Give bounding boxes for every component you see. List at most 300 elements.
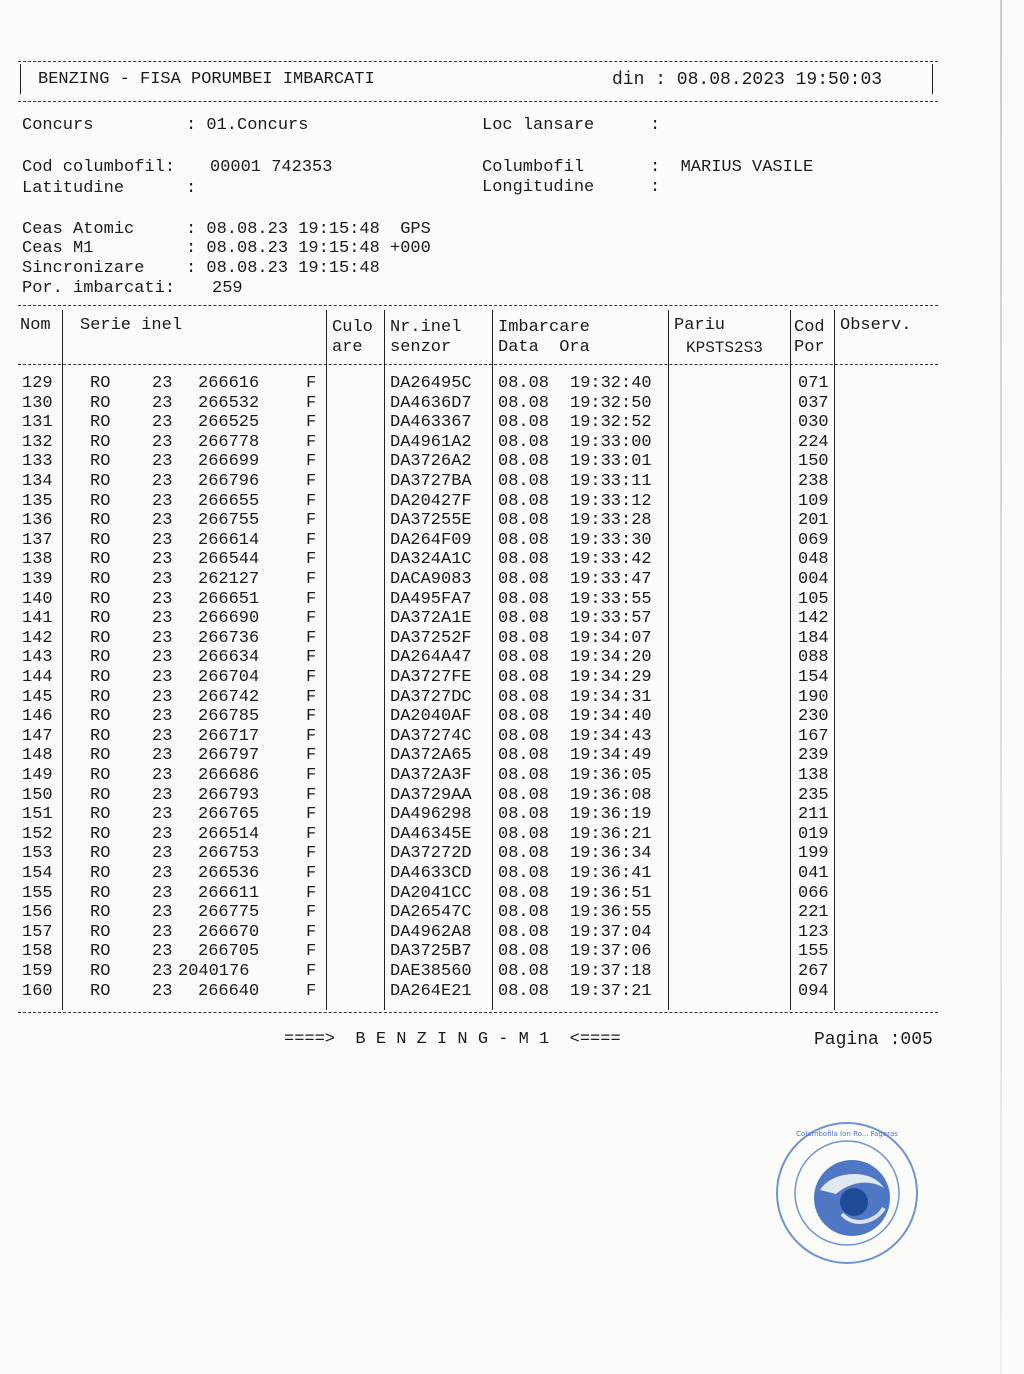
cell-an: 23 — [152, 903, 173, 923]
cell-nom: 141 — [22, 609, 53, 629]
col-header-imbarcare-2: Data Ora — [498, 338, 590, 357]
cell-senzor: DA2041CC — [390, 883, 472, 903]
cell-tara: RO — [90, 393, 111, 413]
cell-sex: F — [306, 628, 317, 648]
cell-ora: 19:32:40 — [570, 374, 652, 393]
cell-senzor: DA372A1E — [390, 609, 472, 629]
cell-senzor: DA3726A2 — [390, 452, 472, 472]
cell-senzor: DA372A65 — [390, 746, 472, 766]
col-header-culoare-2: are — [332, 338, 363, 357]
table-row — [0, 727, 1024, 747]
cell-ora: 19:36:19 — [570, 805, 652, 825]
cell-nom: 142 — [22, 628, 53, 648]
cell-an: 23 — [152, 687, 173, 707]
sincronizare-value: : 08.08.23 19:15:48 — [186, 259, 380, 278]
cell-sex: F — [306, 687, 317, 707]
cell-data: 08.08 — [498, 962, 550, 981]
cell-an: 23 — [152, 844, 173, 864]
cell-data: 08.08 — [498, 942, 550, 962]
cell-cod: 239 — [798, 746, 829, 766]
cell-data: 08.08 — [498, 864, 550, 883]
cell-cod: 069 — [798, 530, 829, 550]
col-header-cod-2: Por — [794, 338, 825, 357]
cell-data: 08.08 — [498, 903, 550, 923]
cell-ora: 19:37:04 — [570, 922, 652, 942]
cell-nom: 148 — [22, 746, 53, 766]
table-row — [0, 609, 1024, 629]
cell-senzor: DA324A1C — [390, 550, 472, 570]
cell-sex: F — [306, 452, 317, 472]
cell-an: 23 — [152, 746, 173, 766]
cell-an: 23 — [152, 570, 173, 589]
cell-nom: 158 — [22, 942, 53, 962]
cell-sex: F — [306, 530, 317, 550]
cell-an: 23 — [152, 766, 173, 785]
cell-an: 23 — [152, 981, 173, 1001]
cell-sex: F — [306, 589, 317, 609]
cell-tara: RO — [90, 550, 111, 570]
cell-tara: RO — [90, 726, 111, 746]
cell-sex: F — [306, 511, 317, 531]
cell-senzor: DA4633CD — [390, 864, 472, 883]
cell-data: 08.08 — [498, 491, 550, 511]
cell-inel: 266736 — [198, 628, 260, 648]
cell-an: 23 — [152, 413, 173, 433]
table-row — [0, 511, 1024, 531]
cell-sex: F — [306, 472, 317, 491]
cell-ora: 19:34:20 — [570, 648, 652, 668]
table-top-border — [18, 305, 938, 306]
cell-cod: 190 — [798, 687, 829, 707]
cell-inel: 266793 — [198, 785, 260, 805]
cell-ora: 19:32:50 — [570, 393, 652, 413]
cell-ora: 19:34:49 — [570, 746, 652, 766]
cell-ora: 19:36:08 — [570, 785, 652, 805]
ceas-atomic-value: : 08.08.23 19:15:48 GPS — [186, 220, 431, 239]
cell-data: 08.08 — [498, 472, 550, 491]
table-row — [0, 923, 1024, 943]
cell-nom: 153 — [22, 844, 53, 864]
cell-senzor: DA264F09 — [390, 530, 472, 550]
table-row — [0, 746, 1024, 766]
cell-data: 08.08 — [498, 511, 550, 531]
cell-inel: 266704 — [198, 668, 260, 687]
cell-cod: 211 — [798, 805, 829, 825]
cell-an: 23 — [152, 883, 173, 903]
cell-senzor: DA495FA7 — [390, 589, 472, 609]
cell-inel: 266755 — [198, 511, 260, 531]
cell-an: 23 — [152, 726, 173, 746]
cell-inel: 266778 — [198, 432, 260, 452]
cell-sex: F — [306, 374, 317, 393]
cell-an: 23 — [152, 962, 173, 981]
table-header-bottom-border — [18, 364, 938, 365]
porumbei-imbarcati-value: 259 — [212, 279, 243, 298]
cell-inel: 266616 — [198, 374, 260, 393]
cell-tara: RO — [90, 472, 111, 491]
cell-ora: 19:33:11 — [570, 472, 652, 491]
cell-ora: 19:33:55 — [570, 589, 652, 609]
cell-data: 08.08 — [498, 570, 550, 589]
cell-inel: 266670 — [198, 922, 260, 942]
cell-ora: 19:36:41 — [570, 864, 652, 883]
cell-an: 23 — [152, 374, 173, 393]
cell-an: 23 — [152, 550, 173, 570]
cell-data: 08.08 — [498, 452, 550, 472]
table-row — [0, 452, 1024, 472]
scan-edge-shadow — [1000, 0, 1002, 1374]
cell-ora: 19:33:00 — [570, 432, 652, 452]
cell-sex: F — [306, 570, 317, 589]
cell-nom: 160 — [22, 981, 53, 1001]
cell-senzor: DA3727BA — [390, 472, 472, 491]
cell-cod: 224 — [798, 432, 829, 452]
cell-senzor: DA26495C — [390, 374, 472, 393]
cell-ora: 19:37:18 — [570, 962, 652, 981]
cell-nom: 144 — [22, 668, 53, 687]
cell-ora: 19:36:21 — [570, 824, 652, 844]
cell-tara: RO — [90, 687, 111, 707]
cell-sex: F — [306, 844, 317, 864]
cell-ora: 19:33:01 — [570, 452, 652, 472]
cell-nom: 154 — [22, 864, 53, 883]
page-number: Pagina :005 — [814, 1030, 933, 1050]
col-header-pariu: Pariu — [674, 316, 726, 335]
cell-tara: RO — [90, 530, 111, 550]
cell-inel: 266614 — [198, 530, 260, 550]
cell-tara: RO — [90, 491, 111, 511]
stamp-emblem-center — [840, 1188, 868, 1216]
cell-inel: 266753 — [198, 844, 260, 864]
cell-tara: RO — [90, 648, 111, 668]
cell-ora: 19:37:06 — [570, 942, 652, 962]
cell-ora: 19:36:51 — [570, 883, 652, 903]
cell-inel: 266717 — [198, 726, 260, 746]
cell-data: 08.08 — [498, 707, 550, 727]
cell-cod: 041 — [798, 864, 829, 883]
cell-sex: F — [306, 550, 317, 570]
cell-senzor: DA3727DC — [390, 687, 472, 707]
cell-an: 23 — [152, 824, 173, 844]
cell-cod: 019 — [798, 824, 829, 844]
concurs-label: Concurs — [22, 116, 94, 135]
cell-senzor: DA463367 — [390, 413, 472, 433]
cell-tara: RO — [90, 589, 111, 609]
latitudine-value: : — [186, 179, 197, 198]
cell-senzor: DA264A47 — [390, 648, 472, 668]
cell-data: 08.08 — [498, 785, 550, 805]
cell-cod: 066 — [798, 883, 829, 903]
cell-ora: 19:34:29 — [570, 668, 652, 687]
table-row — [0, 786, 1024, 806]
cell-nom: 146 — [22, 707, 53, 727]
cell-senzor: DA3725B7 — [390, 942, 472, 962]
cell-nom: 131 — [22, 413, 53, 433]
cell-nom: 156 — [22, 903, 53, 923]
cell-nom: 130 — [22, 393, 53, 413]
header-bottom-border — [18, 101, 938, 102]
cell-data: 08.08 — [498, 628, 550, 648]
cell-data: 08.08 — [498, 726, 550, 746]
ceas-m1-label: Ceas M1 — [22, 239, 94, 258]
cell-tara: RO — [90, 707, 111, 727]
cell-tara: RO — [90, 413, 111, 433]
cell-senzor: DA3729AA — [390, 785, 472, 805]
cod-columbofil-value: 00001 742353 — [210, 158, 333, 177]
cell-sex: F — [306, 883, 317, 903]
cell-cod: 167 — [798, 726, 829, 746]
cell-ora: 19:32:52 — [570, 413, 652, 433]
cell-tara: RO — [90, 511, 111, 531]
col-header-pariu-2: KPSTS2S3 — [686, 339, 763, 357]
col-header-culoare: Culo — [332, 318, 373, 337]
cell-senzor: DA4962A8 — [390, 922, 472, 942]
cell-inel: 266544 — [198, 550, 260, 570]
cod-columbofil-label: Cod columbofil: — [22, 158, 176, 177]
cell-nom: 147 — [22, 726, 53, 746]
cell-data: 08.08 — [498, 413, 550, 433]
table-row — [0, 707, 1024, 727]
cell-senzor: DA20427F — [390, 491, 472, 511]
col-header-cod: Cod — [794, 318, 825, 337]
table-row — [0, 942, 1024, 962]
table-row — [0, 472, 1024, 492]
cell-nom: 145 — [22, 687, 53, 707]
cell-cod: 230 — [798, 707, 829, 727]
cell-nom: 129 — [22, 374, 53, 393]
cell-inel: 266796 — [198, 472, 260, 491]
cell-tara: RO — [90, 374, 111, 393]
cell-ora: 19:37:21 — [570, 981, 652, 1001]
cell-cod: 155 — [798, 942, 829, 962]
table-row — [0, 492, 1024, 512]
longitudine-value: : — [650, 178, 661, 197]
cell-nom: 134 — [22, 472, 53, 491]
cell-an: 23 — [152, 589, 173, 609]
cell-inel: 266514 — [198, 824, 260, 844]
cell-an: 23 — [152, 628, 173, 648]
cell-cod: 138 — [798, 766, 829, 785]
cell-sex: F — [306, 609, 317, 629]
cell-an: 23 — [152, 452, 173, 472]
cell-data: 08.08 — [498, 589, 550, 609]
cell-sex: F — [306, 707, 317, 727]
col-header-imbarcare: Imbarcare — [498, 318, 590, 337]
cell-ora: 19:34:31 — [570, 687, 652, 707]
cell-inel: 266611 — [198, 883, 260, 903]
cell-senzor: DA37252F — [390, 628, 472, 648]
col-header-serie-inel: Serie inel — [80, 316, 183, 335]
cell-inel: 266699 — [198, 452, 260, 472]
table-bottom-border — [18, 1012, 938, 1013]
cell-data: 08.08 — [498, 766, 550, 785]
cell-tara: RO — [90, 609, 111, 629]
cell-sex: F — [306, 922, 317, 942]
cell-nom: 150 — [22, 785, 53, 805]
table-row — [0, 825, 1024, 845]
cell-sex: F — [306, 766, 317, 785]
cell-an: 23 — [152, 530, 173, 550]
cell-tara: RO — [90, 805, 111, 825]
stamp-lettering: Columbofila Ion Ro... Fagaras — [796, 1130, 898, 1138]
cell-data: 08.08 — [498, 393, 550, 413]
cell-data: 08.08 — [498, 824, 550, 844]
cell-an: 23 — [152, 668, 173, 687]
cell-nom: 133 — [22, 452, 53, 472]
cell-ora: 19:36:34 — [570, 844, 652, 864]
cell-nom: 149 — [22, 766, 53, 785]
cell-data: 08.08 — [498, 609, 550, 629]
cell-nom: 135 — [22, 491, 53, 511]
cell-senzor: DA37274C — [390, 726, 472, 746]
cell-nom: 143 — [22, 648, 53, 668]
table-row — [0, 805, 1024, 825]
cell-cod: 235 — [798, 785, 829, 805]
cell-nom: 152 — [22, 824, 53, 844]
cell-inel: 266525 — [198, 413, 260, 433]
cell-inel: 266785 — [198, 707, 260, 727]
cell-tara: RO — [90, 903, 111, 923]
cell-tara: RO — [90, 570, 111, 589]
cell-nom: 159 — [22, 962, 53, 981]
cell-senzor: DA264E21 — [390, 981, 472, 1001]
cell-data: 08.08 — [498, 648, 550, 668]
cell-sex: F — [306, 785, 317, 805]
cell-sex: F — [306, 903, 317, 923]
cell-cod: 184 — [798, 628, 829, 648]
cell-tara: RO — [90, 942, 111, 962]
table-row — [0, 648, 1024, 668]
cell-an: 23 — [152, 922, 173, 942]
col-header-nom: Nom — [20, 316, 51, 335]
cell-an: 23 — [152, 609, 173, 629]
cell-sex: F — [306, 981, 317, 1001]
cell-inel: 266655 — [198, 491, 260, 511]
table-row — [0, 413, 1024, 433]
cell-ora: 19:36:55 — [570, 903, 652, 923]
cell-ora: 19:33:28 — [570, 511, 652, 531]
cell-data: 08.08 — [498, 530, 550, 550]
cell-inel: 266686 — [198, 766, 260, 785]
cell-data: 08.08 — [498, 981, 550, 1001]
cell-nom: 157 — [22, 922, 53, 942]
cell-inel: 266634 — [198, 648, 260, 668]
cell-sex: F — [306, 942, 317, 962]
cell-tara: RO — [90, 432, 111, 452]
cell-an: 23 — [152, 942, 173, 962]
table-row — [0, 688, 1024, 708]
cell-data: 08.08 — [498, 432, 550, 452]
cell-data: 08.08 — [498, 844, 550, 864]
cell-nom: 151 — [22, 805, 53, 825]
table-row — [0, 629, 1024, 649]
loc-lansare-value: : — [650, 116, 661, 135]
cell-ora: 19:34:40 — [570, 707, 652, 727]
cell-tara: RO — [90, 824, 111, 844]
porumbei-imbarcati-label: Por. imbarcati: — [22, 279, 176, 298]
cell-cod: 094 — [798, 981, 829, 1001]
cell-ora: 19:33:47 — [570, 570, 652, 589]
col-header-nr-inel-2: senzor — [390, 338, 452, 357]
table-row — [0, 550, 1024, 570]
table-row — [0, 668, 1024, 688]
ceas-atomic-label: Ceas Atomic — [22, 220, 135, 239]
table-row — [0, 570, 1024, 590]
cell-cod: 109 — [798, 491, 829, 511]
cell-tara: RO — [90, 668, 111, 687]
table-row — [0, 531, 1024, 551]
cell-inel: 266640 — [198, 981, 260, 1001]
cell-an: 23 — [152, 393, 173, 413]
cell-cod: 142 — [798, 609, 829, 629]
table-row — [0, 864, 1024, 884]
columbofil-value: : MARIUS VASILE — [650, 158, 814, 177]
cell-inel: 2040176 — [178, 962, 250, 981]
table-row — [0, 903, 1024, 923]
ceas-m1-value: : 08.08.23 19:15:48 +000 — [186, 239, 431, 258]
header-top-border — [18, 61, 938, 62]
cell-sex: F — [306, 413, 317, 433]
cell-senzor: DA4961A2 — [390, 432, 472, 452]
table-row — [0, 766, 1024, 786]
cell-cod: 071 — [798, 374, 829, 393]
table-row — [0, 844, 1024, 864]
cell-an: 23 — [152, 432, 173, 452]
sincronizare-label: Sincronizare — [22, 259, 145, 278]
footer-banner: ====> B E N Z I N G - M 1 <==== — [284, 1030, 621, 1049]
cell-cod: 238 — [798, 472, 829, 491]
cell-ora: 19:33:12 — [570, 491, 652, 511]
cell-sex: F — [306, 432, 317, 452]
cell-data: 08.08 — [498, 883, 550, 903]
cell-sex: F — [306, 864, 317, 883]
cell-nom: 132 — [22, 432, 53, 452]
cell-cod: 088 — [798, 648, 829, 668]
table-row — [0, 962, 1024, 982]
cell-senzor: DACA9083 — [390, 570, 472, 589]
cell-sex: F — [306, 962, 317, 981]
columbofil-label: Columbofil — [482, 158, 585, 177]
cell-tara: RO — [90, 981, 111, 1001]
cell-nom: 136 — [22, 511, 53, 531]
cell-cod: 048 — [798, 550, 829, 570]
cell-senzor: DA372A3F — [390, 766, 472, 785]
cell-cod: 154 — [798, 668, 829, 687]
cell-sex: F — [306, 726, 317, 746]
col-header-observatii: Observ. — [840, 316, 912, 335]
cell-sex: F — [306, 491, 317, 511]
table-row — [0, 982, 1024, 1002]
header-right-border — [932, 64, 933, 94]
cell-sex: F — [306, 393, 317, 413]
cell-senzor: DA26547C — [390, 903, 472, 923]
cell-ora: 19:34:07 — [570, 628, 652, 648]
cell-an: 23 — [152, 472, 173, 491]
cell-cod: 105 — [798, 589, 829, 609]
loc-lansare-label: Loc lansare — [482, 116, 595, 135]
col-header-nr-inel: Nr.inel — [390, 318, 462, 337]
cell-an: 23 — [152, 864, 173, 883]
cell-data: 08.08 — [498, 922, 550, 942]
cell-ora: 19:33:30 — [570, 530, 652, 550]
cell-data: 08.08 — [498, 374, 550, 393]
cell-senzor: DAE38560 — [390, 962, 472, 981]
latitudine-label: Latitudine — [22, 179, 125, 198]
cell-ora: 19:33:42 — [570, 550, 652, 570]
cell-nom: 139 — [22, 570, 53, 589]
cell-nom: 140 — [22, 589, 53, 609]
cell-ora: 19:34:43 — [570, 726, 652, 746]
